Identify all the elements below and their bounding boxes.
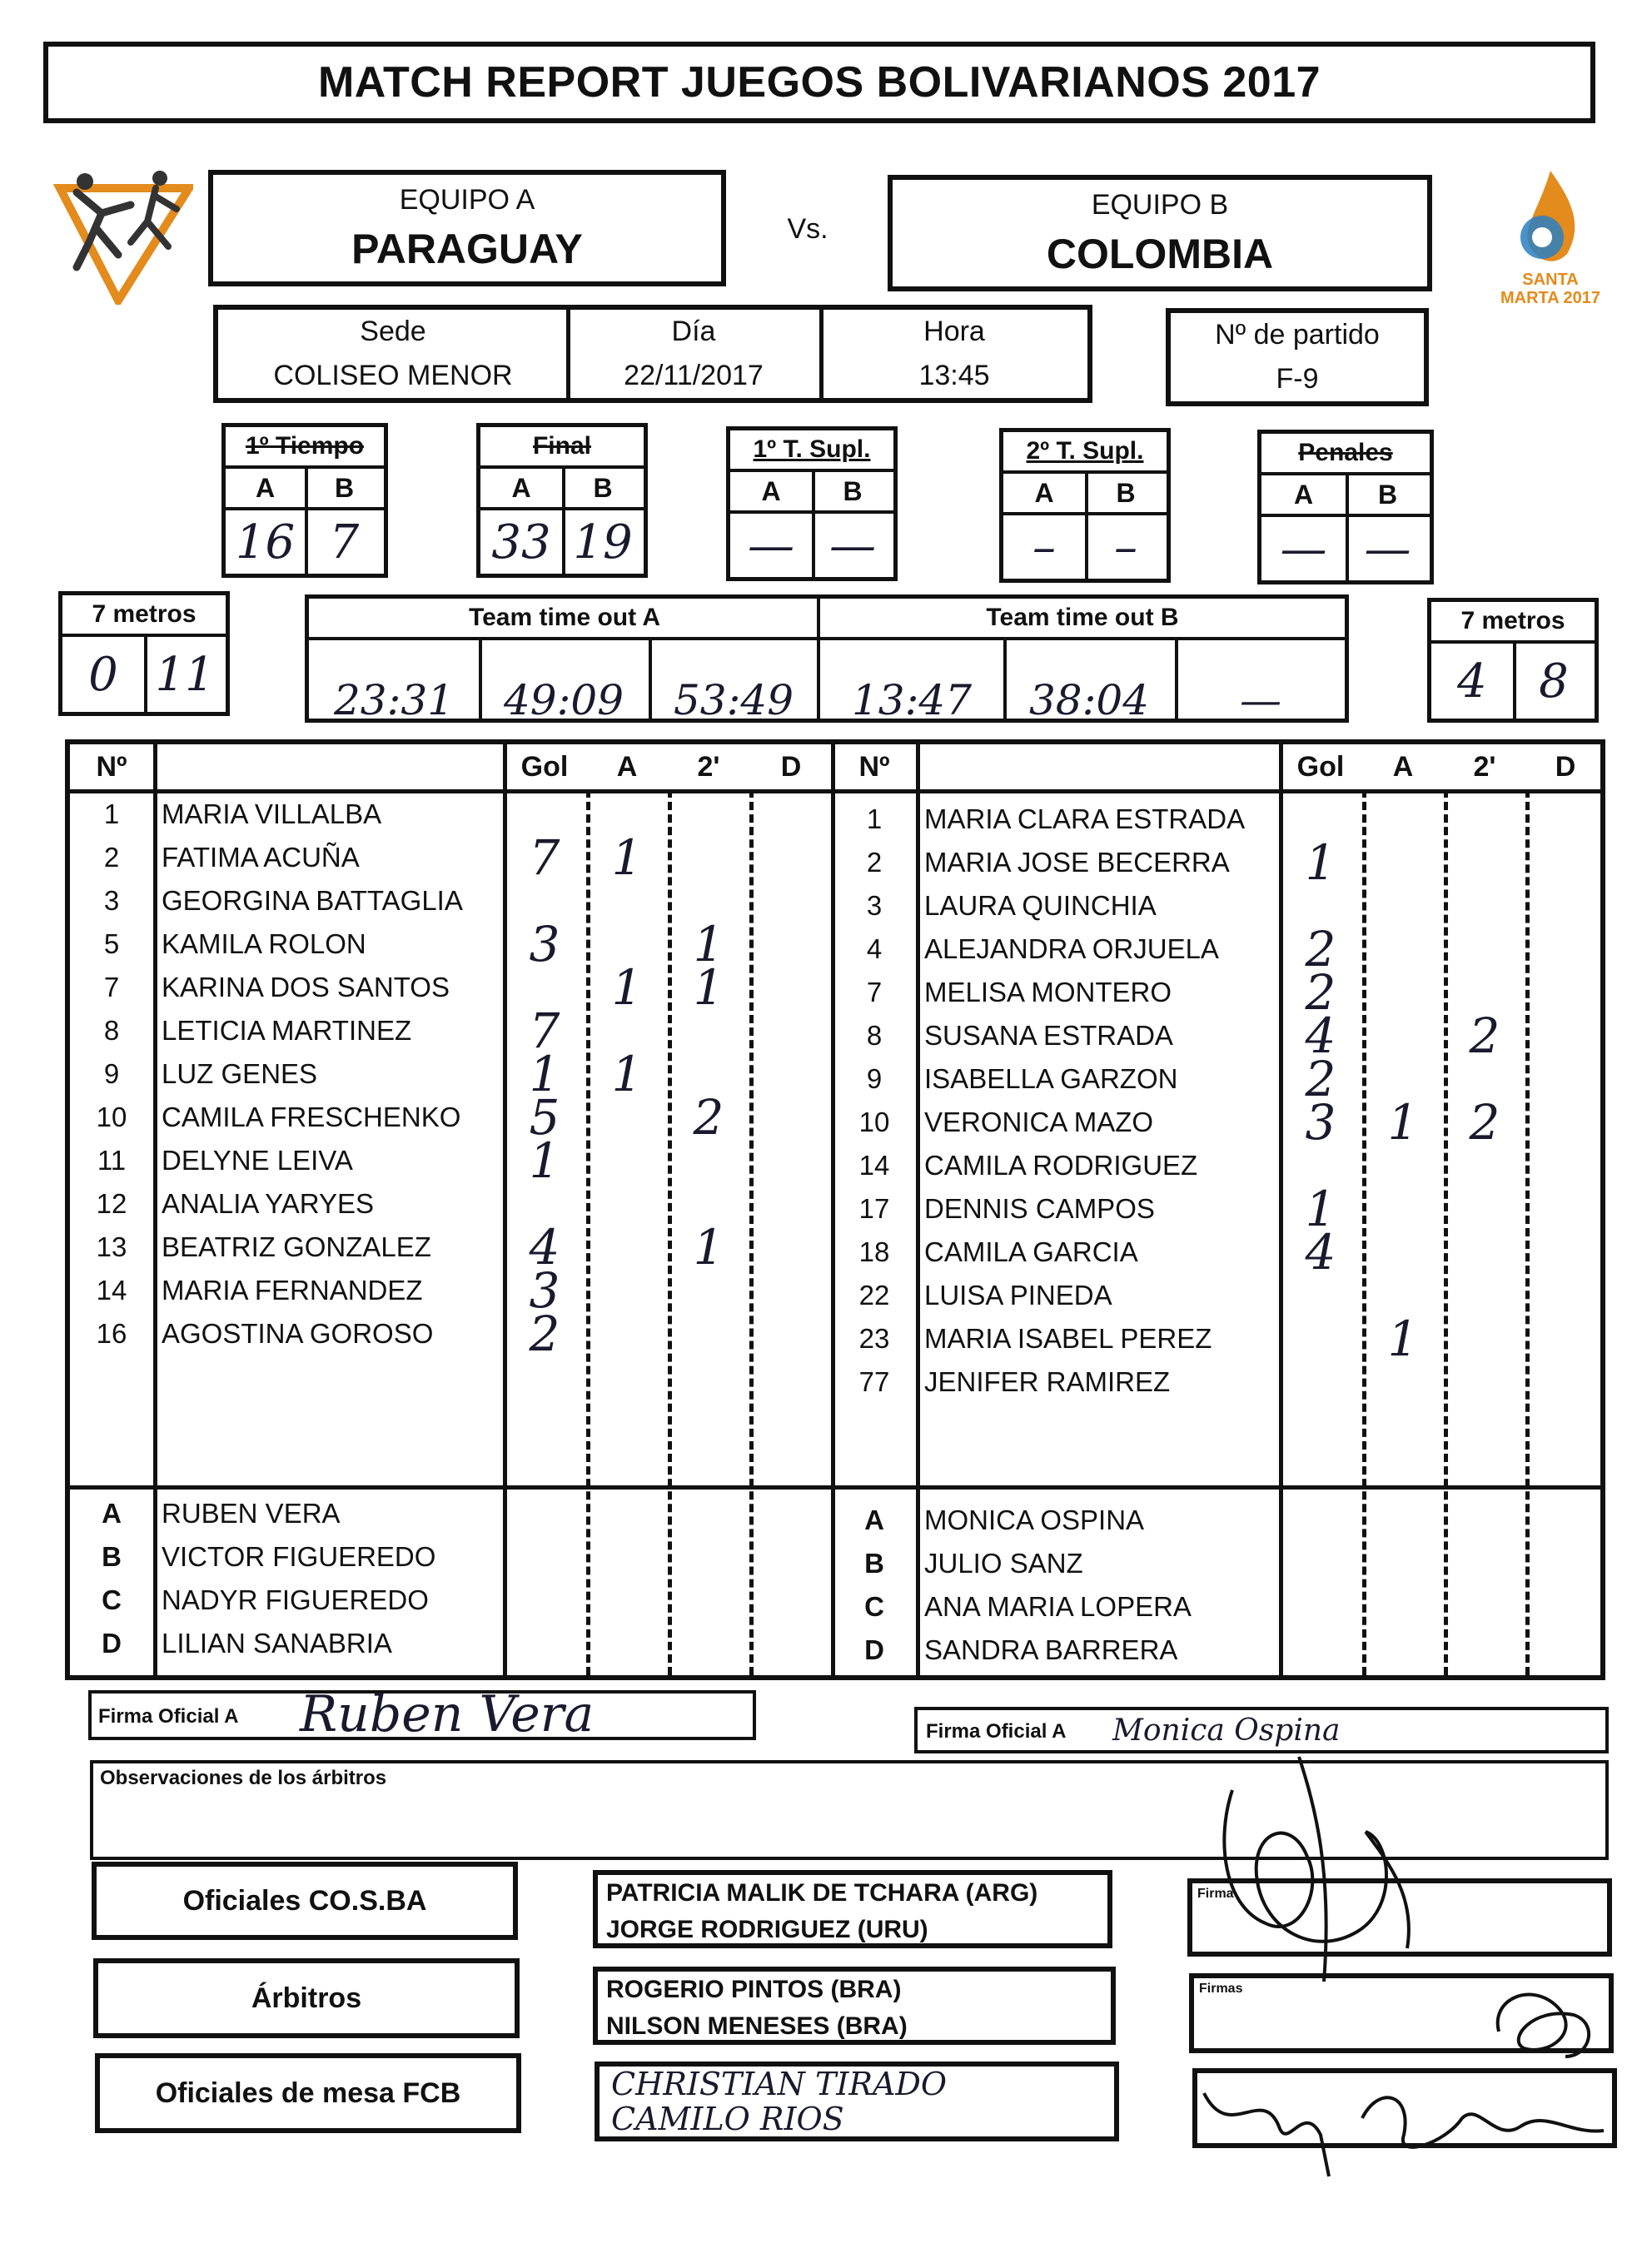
score-a-value: — [748,518,794,573]
official-code: A [102,1498,122,1529]
player-name: FATIMA ACUÑA [162,842,360,873]
player-num: 9 [103,1058,120,1089]
seven-meters-value-1: 0 [88,647,118,702]
arbitro-name: ROGERIO PINTOS (BRA) [606,1976,902,2003]
player-goals: 1 [529,1046,560,1102]
arbitro-name: NILSON MENESES (BRA) [606,2012,908,2040]
player-warnings: 1 [611,959,643,1016]
col-b-label: B [562,469,644,510]
timeout-a-2: 49:09 [503,676,624,724]
player-warnings: 1 [611,829,643,886]
official-name: JULIO SANZ [924,1548,1083,1579]
player-warnings: 1 [611,1046,643,1102]
sede-label: Sede [360,316,426,347]
firma-a-label: Firma Oficial A [98,1705,239,1728]
player-num: 77 [858,1366,890,1397]
timeout-a-label: Team time out A [309,599,820,640]
official-name: RUBEN VERA [162,1498,341,1529]
player-name: MARIA ISABEL PEREZ [924,1323,1212,1354]
timeout-a-1: 23:31 [333,676,455,724]
col-a-label: A [226,469,305,510]
player-num: 7 [866,977,883,1007]
col-a-label: A [730,472,812,514]
col-dash [1525,789,1530,1675]
player-num: 11 [97,1145,127,1176]
player-goals: 1 [529,1132,560,1189]
player-num: 18 [858,1236,890,1267]
hdr-a-a: A [616,750,638,783]
hdr-two-b: 2' [1473,750,1496,783]
col-a-label: A [1003,474,1085,515]
mesa-label-box [95,2053,521,2133]
player-goals: 2 [1305,921,1336,977]
official-name: ANA MARIA LOPERA [924,1591,1192,1622]
player-num: 17 [858,1193,890,1224]
player-num: 3 [866,890,883,921]
player-name: MARIA JOSE BECERRA [924,847,1230,878]
official-name: LILIAN SANABRIA [162,1628,392,1659]
arbitros-names-box [593,1967,1116,2045]
player-goals: 4 [529,1219,560,1276]
player-name: MARIA VILLALBA [162,798,382,829]
player-name: MELISA MONTERO [924,977,1172,1007]
player-name: GEORGINA BATTAGLIA [162,885,463,916]
official-code: D [102,1628,122,1659]
official-name: NADYR FIGUEREDO [162,1584,429,1615]
col-dash [586,789,590,1675]
partido-box [1166,308,1429,406]
player-name: CAMILA FRESCHENKO [162,1102,461,1132]
official-name: MONICA OSPINA [924,1505,1145,1535]
official-code: B [102,1541,122,1572]
col-line [916,744,920,1675]
official-code: A [864,1505,884,1535]
player-goals: 2 [529,1306,560,1362]
col-dash [749,789,754,1675]
score-b-value: 19 [573,515,633,569]
player-num: 1 [866,803,883,834]
score-final [476,423,648,578]
player-num: 2 [866,847,883,878]
title-text: MATCH REPORT JUEGOS BOLIVARIANOS 2017 [317,58,1321,107]
player-name: ANALIA YARYES [162,1188,374,1219]
seven-meters-a [58,591,230,716]
score-label: 1º T. Supl. [730,430,893,472]
player-name: KARINA DOS SANTOS [162,972,450,1002]
score-label: 2º T. Supl. [1003,432,1167,474]
team-b-label: EQUIPO B [1091,188,1229,221]
score-a-value: 16 [235,515,296,569]
page-title [43,42,1595,123]
seven-meters-b [1427,598,1599,723]
firma-a-signature: Ruben Vera [300,1685,595,1743]
col-a-label: A [1261,475,1346,517]
player-num: 10 [858,1107,890,1137]
col-line [153,744,157,1675]
player-name: SUSANA ESTRADA [924,1020,1173,1051]
hora-label: Hora [923,316,985,347]
player-num: 14 [858,1150,890,1181]
handball-logo-icon [52,163,193,305]
score-b-value: — [1364,521,1411,576]
hdr-gol-a: Gol [520,750,569,783]
player-num: 12 [96,1188,127,1219]
player-name: DELYNE LEIVA [162,1145,353,1176]
cosba-name: PATRICIA MALIK DE TCHARA (ARG) [606,1879,1038,1907]
official-name: SANDRA BARRERA [924,1634,1178,1665]
timeout-a-3: 53:49 [673,676,794,724]
score-1st-half [221,423,388,578]
cosba-label-box [92,1862,518,1940]
timeout-b-2: 38:04 [1028,676,1150,724]
hdr-d-b: D [1555,750,1576,783]
timeout-b-3: — [1240,676,1281,724]
player-num: 1 [103,798,120,829]
dia-value: 22/11/2017 [624,360,764,391]
partido-label: Nº de partido [1215,319,1380,351]
team-a-name: PARAGUAY [351,225,583,272]
cosba-name: JORGE RODRIGUEZ (URU) [606,1916,928,1943]
col-dash [1362,789,1366,1675]
official-code: C [102,1584,122,1615]
firma-small-label: Firma [1197,1887,1234,1901]
player-name: ALEJANDRA ORJUELA [924,933,1219,964]
player-name: DENNIS CAMPOS [924,1193,1155,1224]
team-a-label: EQUIPO A [399,183,535,216]
player-num: 5 [103,928,120,959]
player-goals: 4 [1305,1224,1336,1281]
official-code: D [864,1634,884,1665]
player-num: 13 [96,1231,127,1262]
score-a-value: 33 [491,515,551,569]
player-name: CAMILA GARCIA [924,1236,1138,1267]
col-b-label: B [1346,475,1430,517]
firma-b-signature: Monica Ospina [1112,1713,1341,1748]
player-name: LAURA QUINCHIA [924,890,1157,921]
player-goals: 4 [1305,1007,1336,1064]
player-name: JENIFER RAMIREZ [924,1366,1171,1397]
player-suspensions: 2 [693,1089,724,1146]
sede-value: COLISEO MENOR [273,360,513,391]
player-goals: 3 [529,1262,560,1319]
hdr-a-b: A [1392,750,1414,783]
signature-scribble-icon [1482,1973,1607,2065]
sede-cell [218,310,568,398]
player-name: LUZ GENES [162,1058,318,1089]
player-num: 2 [103,842,120,873]
player-goals: 2 [1305,964,1336,1021]
player-name: BEATRIZ GONZALEZ [162,1231,431,1262]
hora-value: 13:45 [918,360,990,391]
seven-meters-label: 7 metros [62,595,226,637]
player-num: 16 [96,1318,127,1349]
team-b-name: COLOMBIA [1046,230,1274,277]
roster-table [65,739,1605,1680]
player-name: KAMILA ROLON [162,928,366,959]
hdr-d-a: D [780,750,802,783]
player-goals: 1 [1305,834,1336,891]
score-b-value: — [829,518,876,573]
official-code: B [864,1548,884,1579]
hdr-two-a: 2' [697,750,720,783]
score-2nd-extra [999,428,1171,583]
player-name: CAMILA RODRIGUEZ [924,1150,1198,1181]
hdr-num-a: Nº [96,750,127,783]
seven-meters-value-1: 4 [1457,654,1487,709]
mesa-name: CHRISTIAN TIRADO [611,2066,948,2102]
partido-value: F-9 [1276,363,1319,395]
team-a-box [208,170,726,286]
score-label: 1º Tiempo [226,427,384,469]
officials-divider [70,1485,1600,1490]
hdr-gol-b: Gol [1296,750,1345,783]
team-b-box [888,175,1432,291]
firmas-small-label: Firmas [1199,1982,1243,1996]
signature-scribble-icon [1199,1740,1474,1990]
santa-marta-logo [1492,167,1609,307]
player-num: 8 [866,1020,883,1051]
player-name: ISABELLA GARZON [924,1063,1178,1094]
player-goals: 7 [529,1002,560,1059]
signature-scribble-icon [1196,2068,1612,2185]
cosba-label: Oficiales CO.S.BA [182,1884,427,1917]
dia-cell [568,310,819,398]
cosba-names-box [593,1870,1112,1948]
seven-meters-value-2: 11 [155,647,215,702]
timeout-b-label: Team time out B [820,599,1345,640]
firma-b-label: Firma Oficial A [926,1720,1067,1743]
player-name: MARIA CLARA ESTRADA [924,803,1246,834]
arbitros-label-box [93,1958,520,2038]
player-num: 3 [103,885,120,916]
timeout-b-1: 13:47 [851,676,973,724]
player-goals: 3 [1305,1094,1336,1151]
player-suspensions: 1 [693,959,724,1016]
player-num: 14 [96,1275,127,1306]
official-code: C [864,1591,884,1622]
player-num: 23 [858,1323,890,1354]
col-b-label: B [812,472,893,514]
observaciones-label: Observaciones de los árbitros [100,1767,387,1789]
player-goals: 1 [1305,1181,1336,1237]
mesa-label: Oficiales de mesa FCB [155,2077,461,2109]
seven-meters-value-2: 8 [1539,654,1569,709]
player-num: 10 [96,1102,127,1132]
score-penalties [1257,430,1434,584]
hdr-num-b: Nº [858,750,890,783]
player-suspensions: 2 [1469,1094,1500,1151]
official-name: VICTOR FIGUEREDO [162,1541,436,1572]
partido-cell [1171,313,1424,401]
score-a-value: — [1280,521,1327,576]
score-label: Final [480,427,644,469]
match-info-box [213,305,1092,403]
player-name: VERONICA MAZO [924,1107,1154,1137]
score-label: Penales [1261,434,1430,475]
vs-label: Vs. [787,212,828,245]
player-num: 9 [866,1063,883,1094]
logo-text: SANTA MARTA 2017 [1500,271,1601,307]
player-goals: 5 [529,1089,560,1146]
player-name: AGOSTINA GOROSO [162,1318,434,1349]
col-b-label: B [1085,474,1167,515]
mesa-name: CAMILO RIOS [611,2101,844,2137]
col-line [503,744,507,1675]
player-suspensions: 1 [693,1219,724,1276]
player-num: 7 [103,972,120,1002]
mesa-names-box [595,2062,1119,2141]
player-name: LUISA PINEDA [924,1280,1112,1311]
player-num: 22 [858,1280,890,1311]
arbitros-label: Árbitros [251,1982,362,2014]
player-suspensions: 2 [1469,1007,1500,1064]
player-goals: 7 [529,829,560,886]
team-timeouts [305,594,1349,723]
seven-meters-label: 7 metros [1431,602,1595,644]
col-a-label: A [480,469,562,510]
player-goals: 3 [529,916,560,972]
player-warnings: 1 [1387,1094,1419,1151]
player-num: 4 [866,933,883,964]
dia-label: Día [671,316,716,347]
player-name: MARIA FERNANDEZ [162,1275,423,1306]
player-warnings: 1 [1387,1311,1419,1367]
player-goals: 2 [1305,1051,1336,1107]
col-dash [1444,789,1448,1675]
col-b-label: B [305,469,384,510]
hora-cell [821,310,1087,398]
player-name: LETICIA MARTINEZ [162,1015,412,1046]
player-suspensions: 1 [693,916,724,972]
score-a-value: – [1032,520,1056,574]
firma-oficial-a-box [88,1685,756,1743]
score-b-value: – [1114,520,1137,574]
score-1st-extra [726,426,898,581]
score-b-value: 7 [329,515,360,569]
flame-logo-icon [1492,167,1609,266]
player-num: 8 [103,1015,120,1046]
